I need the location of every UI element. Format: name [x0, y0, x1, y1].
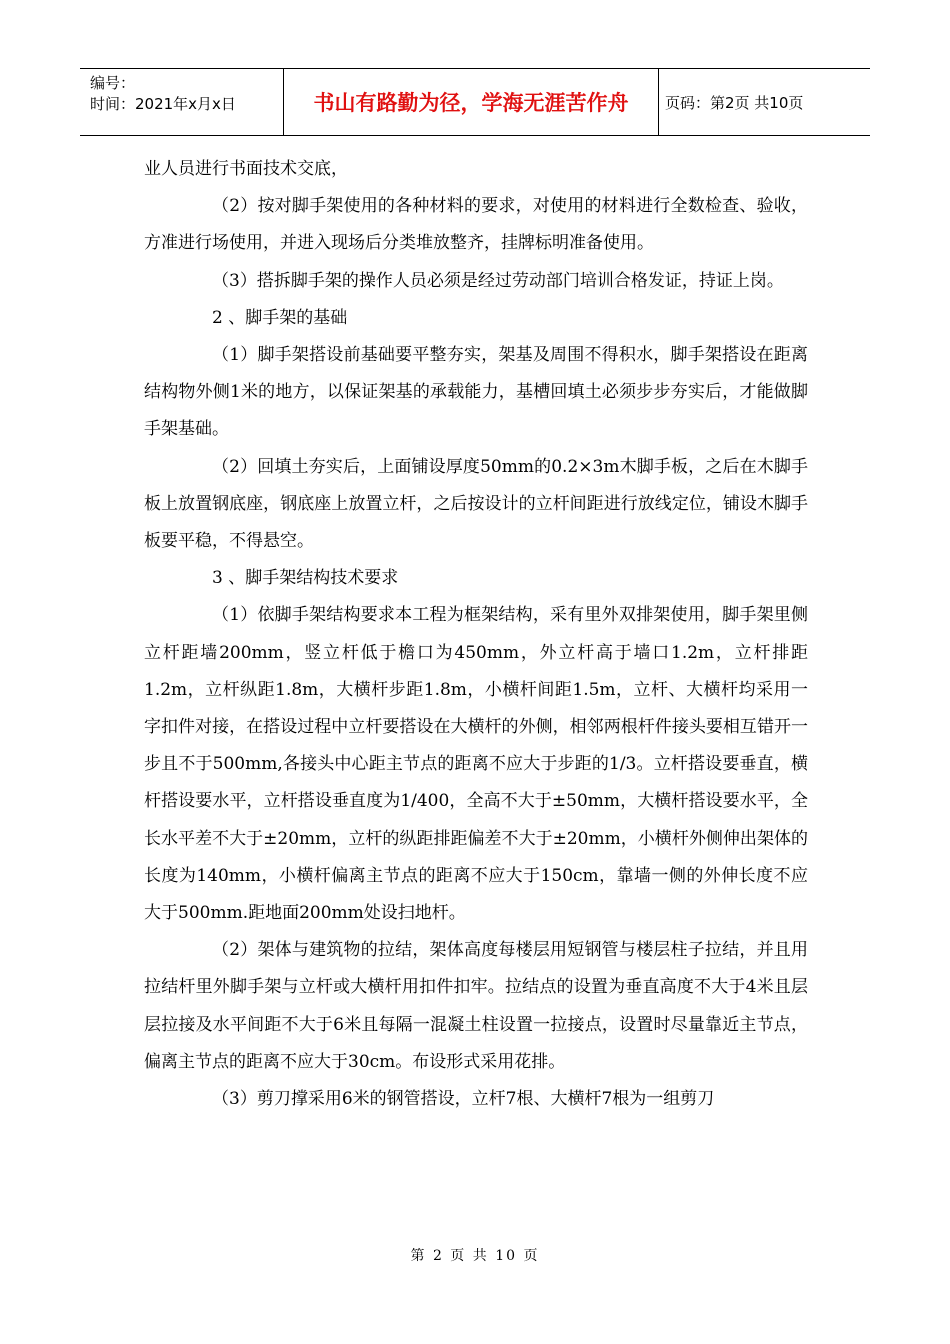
paragraph: （3）剪刀撑采用6米的钢管搭设，立杆7根、大横杆7根为一组剪刀 [212, 1089, 715, 1110]
paragraph: （2）架体与建筑物的拉结，架体高度每楼层用短钢管与楼层柱子拉结，并且用拉结杆里外脚手架与立杆或大横杆用扣件扣牢。拉结点的设置为垂直高度不大于4米且层层拉接及水平间距不大于6米且每隔一混凝土柱设置一拉接点，设置时尽量靠近主节点，偏离主节点的距离不应大于30cm。布设形式采用花排。 [144, 940, 808, 1072]
page-footer: 第 2 页 共 10 页 [410, 1248, 540, 1264]
document-body [144, 151, 808, 1118]
header-meta [80, 69, 283, 135]
paragraph: （2）回填土夯实后，上面铺设厚度50mm的0.2×3m木脚手板，之后在木脚手板上放置钢底座，钢底座上放置立杆，之后按设计的立杆间距进行放线定位，铺设木脚手板要平稳，不得悬空。 [144, 456, 808, 552]
paragraph: 业人员进行书面技术交底， [144, 159, 348, 179]
section-heading: 2 、脚手架的基础 [212, 307, 348, 328]
number-label: 编号： [90, 74, 136, 92]
page-header [80, 68, 870, 136]
header-page-info: 页码：第2页 共10页 [665, 93, 804, 112]
paragraph: （3）搭拆脚手架的操作人员必须是经过劳动部门培训合格发证，持证上岗。 [212, 270, 784, 291]
paragraph: （1）依脚手架结构要求本工程为框架结构，采有里外双排架使用，脚手架里侧立杆距墙200mm，竖立杆低于檐口为450mm，外立杆高于墙口1.2m，立杆排距1.2m，立杆纵距1.8m，大横杆步距1.8m，小横杆间距1.5m，立杆、大横杆均采用一字扣件对接，在搭设过程中立杆要搭设在大横杆的外侧，相邻两根杆件接头要相互错开一步且不于500mm,各接头中心距主节点的距离不应大于步距的1/3。立杆搭设要垂直，横杆搭设要水平，立杆搭设垂直度为1/400，全高不大于±50mm，大横杆搭设要水平，全长水平差不大于±20mm，立杆的纵距排距偏差不大于±20mm，小横杆外侧伸出架体的长度为140mm，小横杆偏离主节点的距离不应大于150cm，靠墙一侧的外伸长度不应大于500mm.距地面200mm处设扫地杆。 [144, 605, 808, 924]
section-heading: 3 、脚手架结构技术要求 [212, 568, 399, 589]
time-label: 时间：2021年x月x日 [90, 95, 236, 113]
paragraph: （1）脚手架搭设前基础要平整夯实，架基及周围不得积水，脚手架搭设在距离结构物外侧1米的地方，以保证架基的承载能力，基槽回填土必须步步夯实后，才能做脚手架基础。 [144, 345, 808, 440]
paragraph: （2）按对脚手架使用的各种材料的要求，对使用的材料进行全数检查、验收，方准进行场使用，并进入现场后分类堆放整齐，挂牌标明准备使用。 [144, 196, 808, 254]
header-motto: 书山有路勤为径，学海无涯苦作舟 [283, 69, 659, 135]
